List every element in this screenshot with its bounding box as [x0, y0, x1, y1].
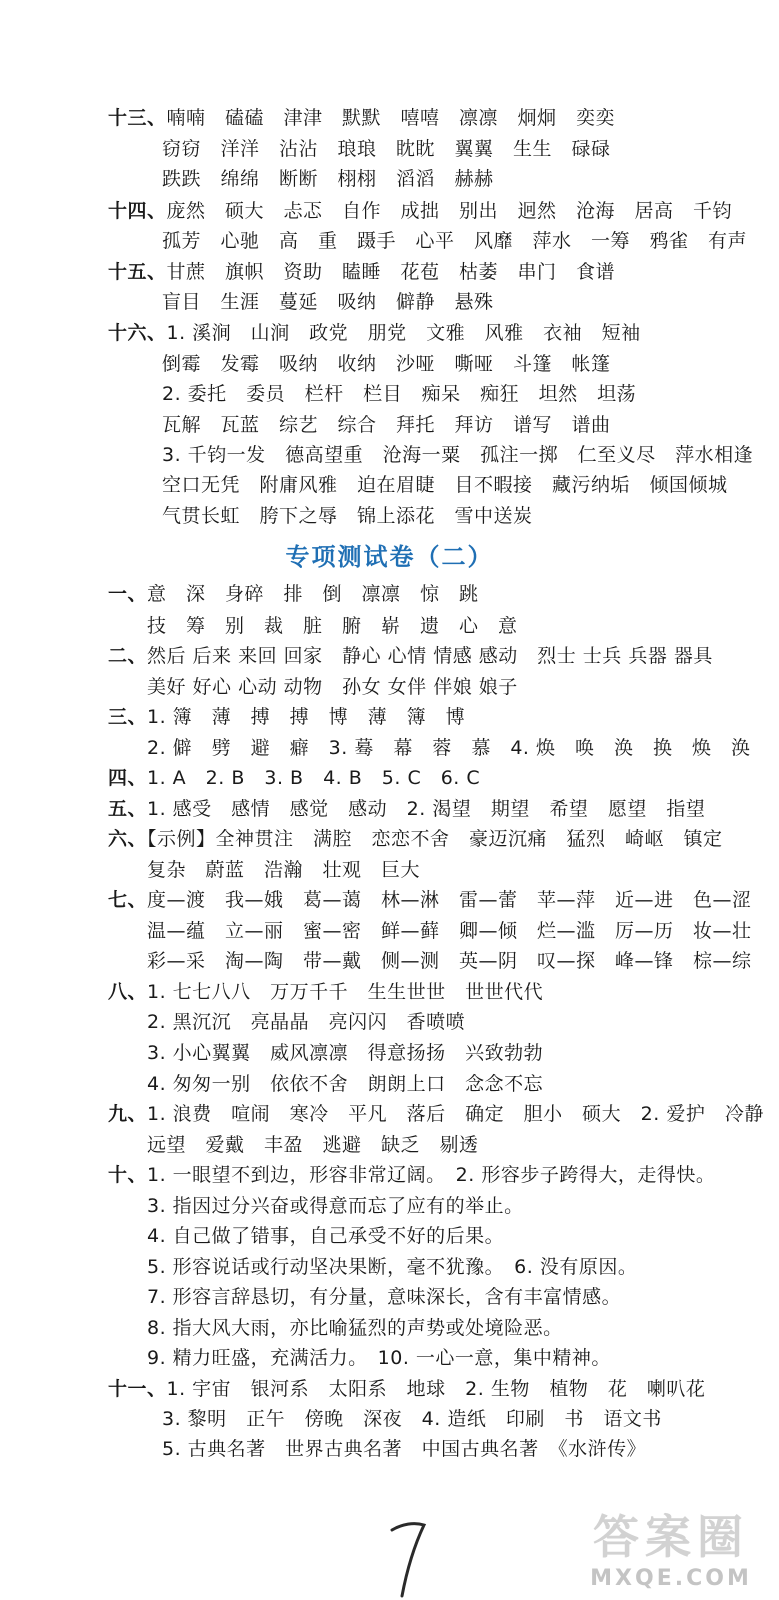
- answer-text: 盲目 生涯 蔓延 吸纳 僻静 悬殊: [162, 291, 494, 313]
- answer-text: 1. 溪涧 山涧 政党 朋党 文雅 风雅 衣袖 短袖: [166, 322, 641, 344]
- page-number: [378, 1512, 438, 1598]
- answer-text: 1. 七七八八 万万千千 生生世世 世世代代: [147, 981, 544, 1003]
- answer-text: 【示例】全神贯注 满腔 恋恋不舍 豪迈沉痛 猛烈 崎岖 镇定: [147, 828, 723, 850]
- answer-text: 瓦解 瓦蓝 综艺 综合 拜托 拜访 谱写 谱曲: [162, 414, 611, 436]
- answer-line: [108, 644, 713, 668]
- answer-line: [162, 167, 494, 191]
- answer-line: [147, 1194, 524, 1218]
- answer-line: [147, 614, 518, 638]
- answer-line: [162, 382, 636, 406]
- answer-line: [147, 736, 751, 760]
- answer-line: [162, 1437, 646, 1461]
- question-number: 四、: [108, 767, 148, 789]
- answer-text: 2. 委托 委员 栏杆 栏目 痴呆 痴狂 坦然 坦荡: [162, 383, 637, 405]
- answer-text: 然后 后来 来回 回家 静心 心情 情感 感动 烈士 士兵 兵器 器具: [147, 645, 713, 667]
- question-number: 九、: [108, 1103, 148, 1125]
- answer-line: [108, 321, 641, 345]
- answer-text: 4. 自己做了错事，自己承受不好的后果。: [147, 1225, 505, 1247]
- answer-text: 8. 指大风大雨，亦比喻猛烈的声势或处境险恶。: [147, 1317, 563, 1339]
- answer-text: 度—渡 我—娥 葛—蔼 林—淋 雷—蕾 苹—萍 近—进 色—涩: [147, 889, 752, 911]
- answer-text: 美好 好心 心动 动物 孙女 女伴 伴娘 娘子: [147, 676, 518, 698]
- answer-text: 3. 黎明 正午 傍晚 深夜 4. 造纸 印刷 书 语文书: [162, 1408, 662, 1430]
- section-title: 专项测试卷（二）: [285, 543, 494, 571]
- answer-line: [162, 413, 611, 437]
- answer-text: 空口无凭 附庸风雅 迫在眉睫 目不暇接 藏污纳垢 倾国倾城: [162, 474, 728, 496]
- answer-text: 9. 精力旺盛，充满活力。 10. 一心一意，集中精神。: [147, 1347, 611, 1369]
- answer-text: 1. 感受 感情 感觉 感动 2. 渴望 期望 希望 愿望 指望: [147, 798, 706, 820]
- answer-text: 跌跌 绵绵 断断 栩栩 滔滔 赫赫: [162, 168, 494, 190]
- question-number: 六、: [108, 828, 148, 850]
- answer-line: [147, 675, 518, 699]
- question-number: 三、: [108, 706, 148, 728]
- answer-text: 庞然 硕大 忐忑 自作 成拙 别出 迥然 沧海 居高 千钧: [166, 200, 733, 222]
- answer-line: [108, 888, 752, 912]
- answer-line: [147, 1255, 637, 1279]
- answer-line: [162, 443, 753, 467]
- answer-text: 4. 匆匆一别 依依不舍 朗朗上口 念念不忘: [147, 1073, 544, 1095]
- question-number: 十、: [108, 1164, 148, 1186]
- answer-text: 远望 爱戴 丰盈 逃避 缺乏 剔透: [147, 1134, 479, 1156]
- answer-text: 7. 形容言辞恳切，有分量，意味深长，含有丰富情感。: [147, 1286, 622, 1308]
- question-number: 七、: [108, 889, 148, 911]
- answer-line: [147, 1316, 563, 1340]
- answer-text: 1. 一眼望不到边，形容非常辽阔。 2. 形容步子跨得大，走得快。: [147, 1164, 716, 1186]
- watermark: [566, 1510, 776, 1598]
- answer-line: [108, 199, 732, 223]
- answer-line: [147, 1010, 465, 1034]
- answer-line: [147, 919, 752, 943]
- answer-text: 5. 古典名著 世界古典名著 中国古典名著 《水浒传》: [162, 1438, 647, 1460]
- answer-line: [162, 137, 611, 161]
- question-number: 十五、: [108, 261, 167, 283]
- question-number: 十三、: [108, 107, 167, 129]
- answer-text: 孤芳 心驰 高 重 蹑手 心平 风靡 萍水 一筹 鸦雀 有声: [162, 230, 748, 252]
- answer-text: 2. 僻 劈 避 癖 3. 蓦 幕 蓉 慕 4. 焕 唤 涣 换 焕 涣: [147, 737, 751, 759]
- page-number-text: 7: [378, 1512, 379, 1513]
- answer-text: 窃窃 洋洋 沾沾 琅琅 眈眈 翼翼 生生 碌碌: [162, 138, 611, 160]
- answer-text: 彩—采 淘—陶 带—戴 侧—测 英—阴 叹—探 峰—锋 棕—综: [147, 950, 752, 972]
- answer-line: [162, 473, 728, 497]
- answer-text: 复杂 蔚蓝 浩瀚 壮观 巨大: [147, 859, 421, 881]
- answer-text: 喃喃 磕磕 津津 默默 嘻嘻 凛凛 炯炯 奕奕: [166, 107, 616, 129]
- answer-text: 1. A 2. B 3. B 4. B 5. C 6. C: [147, 767, 481, 789]
- answer-line: [162, 1407, 662, 1431]
- answer-line: [162, 352, 611, 376]
- question-number: 十六、: [108, 322, 167, 344]
- answer-line: [108, 106, 615, 130]
- answer-line: [108, 705, 465, 729]
- answer-line: [108, 980, 543, 1004]
- question-number: 十四、: [108, 200, 167, 222]
- answer-line: [147, 1346, 611, 1370]
- answer-line: [108, 260, 615, 284]
- answer-text: 甘蔗 旗帜 资助 瞌睡 花苞 枯萎 串门 食谱: [166, 261, 616, 283]
- answer-text: 5. 形容说话或行动坚决果断，毫不犹豫。 6. 没有原因。: [147, 1256, 638, 1278]
- answer-text: 1. 簿 薄 搏 搏 博 薄 簿 博: [147, 706, 466, 728]
- answer-line: [108, 766, 480, 790]
- answer-line: [162, 290, 494, 314]
- question-number: 二、: [108, 645, 148, 667]
- question-number: 八、: [108, 981, 148, 1003]
- answer-line: [147, 1133, 479, 1157]
- answer-text: 1. 浪费 喧闹 寒冷 平凡 落后 确定 胆小 硕大 2. 爱护 冷静: [147, 1103, 764, 1125]
- question-number: 五、: [108, 798, 148, 820]
- answer-text: 3. 指因过分兴奋或得意而忘了应有的举止。: [147, 1195, 524, 1217]
- answer-line: [147, 1041, 543, 1065]
- answer-line: [108, 797, 705, 821]
- answer-text: 3. 千钧一发 德高望重 沧海一粟 孤注一掷 仁至义尽 萍水相逢: [162, 444, 754, 466]
- question-number: 十一、: [108, 1378, 167, 1400]
- answer-line: [147, 949, 752, 973]
- answer-line: [147, 1285, 621, 1309]
- answer-line: [108, 582, 479, 606]
- answer-text: 技 筹 别 裁 脏 腑 崭 遗 心 意: [147, 615, 518, 637]
- answer-text: 温—蕴 立—丽 蜜—密 鲜—藓 卿—倾 烂—滥 厉—历 妆—壮: [147, 920, 752, 942]
- answer-line: [162, 229, 747, 253]
- answer-line: [147, 858, 420, 882]
- question-number: 一、: [108, 583, 148, 605]
- watermark-logo-text: 答案圈: [593, 1510, 749, 1564]
- answer-line: [108, 827, 723, 851]
- answer-text: 1. 宇宙 银河系 太阳系 地球 2. 生物 植物 花 喇叭花: [166, 1378, 706, 1400]
- answer-text: 倒霉 发霉 吸纳 收纳 沙哑 嘶哑 斗篷 帐篷: [162, 353, 611, 375]
- watermark-url: MXQE.COM: [590, 1566, 752, 1591]
- answer-line: [108, 1163, 715, 1187]
- answer-line: [147, 1072, 543, 1096]
- answer-line: [108, 1102, 764, 1126]
- answer-line: [162, 504, 533, 528]
- answer-text: 意 深 身碎 排 倒 凛凛 惊 跳: [147, 583, 479, 605]
- answer-line: [147, 1224, 504, 1248]
- answer-text: 2. 黑沉沉 亮晶晶 亮闪闪 香喷喷: [147, 1011, 466, 1033]
- answer-line: [108, 1377, 705, 1401]
- answer-text: 气贯长虹 胯下之辱 锦上添花 雪中送炭: [162, 505, 533, 527]
- answer-text: 3. 小心翼翼 威风凛凛 得意扬扬 兴致勃勃: [147, 1042, 544, 1064]
